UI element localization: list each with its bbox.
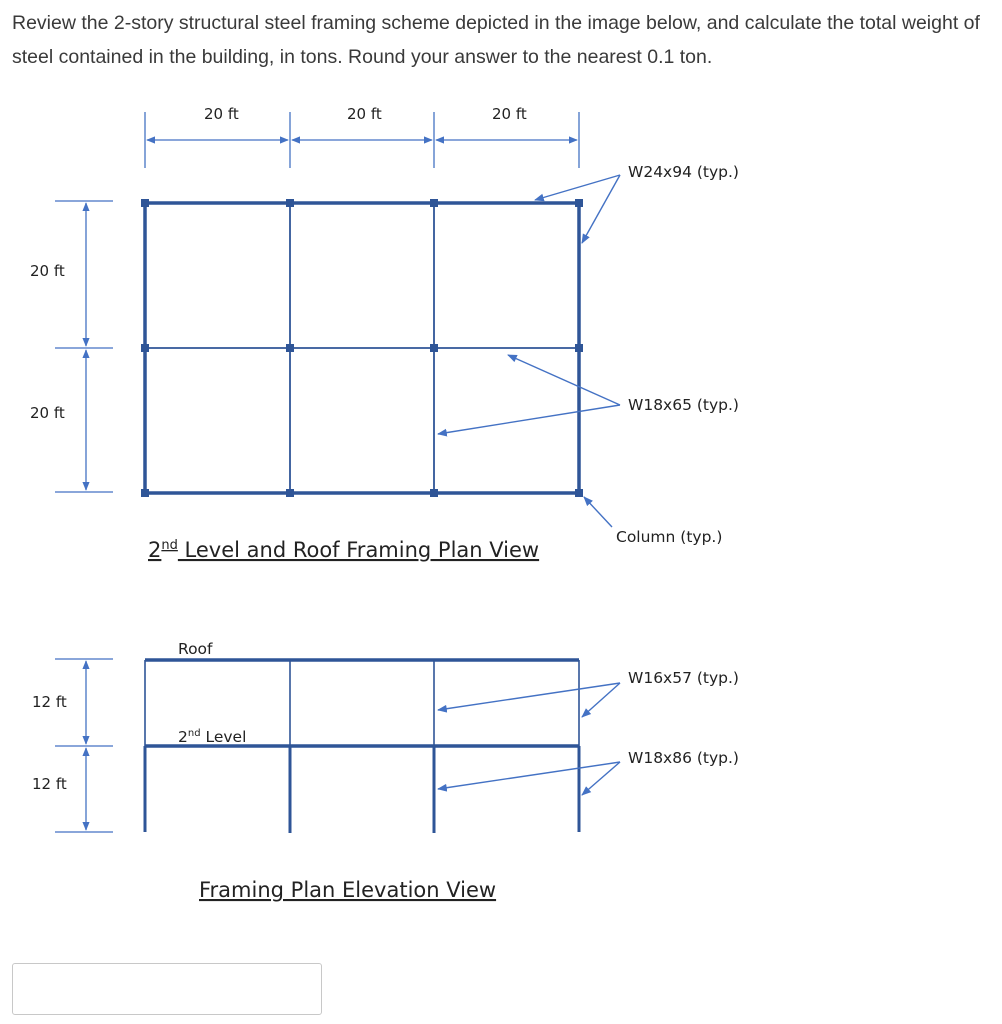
callout-column: Column (typ.) xyxy=(616,528,723,546)
row-dim-1: 20 ft xyxy=(30,262,65,280)
callout-w16x57: W16x57 (typ.) xyxy=(628,669,739,687)
elevation-frame xyxy=(145,660,579,833)
elevation-callout-leaders xyxy=(438,683,620,795)
callout-w18x86: W18x86 (typ.) xyxy=(628,749,739,767)
bay-dim-1: 20 ft xyxy=(204,105,239,123)
story-dim-lower: 12 ft xyxy=(32,775,67,793)
bay-dim-3: 20 ft xyxy=(492,105,527,123)
roof-label: Roof xyxy=(178,640,213,658)
callout-w24x94: W24x94 (typ.) xyxy=(628,163,739,181)
plan-callout-leaders xyxy=(438,175,620,527)
row-dim-2: 20 ft xyxy=(30,404,65,422)
bay-dim-2: 20 ft xyxy=(347,105,382,123)
plan-left-dimensions xyxy=(55,201,113,492)
answer-input[interactable] xyxy=(12,963,322,1015)
story-dim-upper: 12 ft xyxy=(32,693,67,711)
elevation-view-title: Framing Plan Elevation View xyxy=(199,878,497,902)
level-2-label: 2nd Level xyxy=(178,728,247,746)
callout-w18x65: W18x65 (typ.) xyxy=(628,396,739,414)
plan-view-title: 2nd Level and Roof Framing Plan View xyxy=(148,538,540,562)
elevation-left-dimensions xyxy=(55,659,113,832)
plan-framing-grid xyxy=(145,203,579,493)
question-text: Review the 2-story structural steel framing scheme depicted in the image below, and calculate the total weight of steel contained in the building, in tons. Round your answer to the nearest 0.1 ton. xyxy=(12,12,980,68)
